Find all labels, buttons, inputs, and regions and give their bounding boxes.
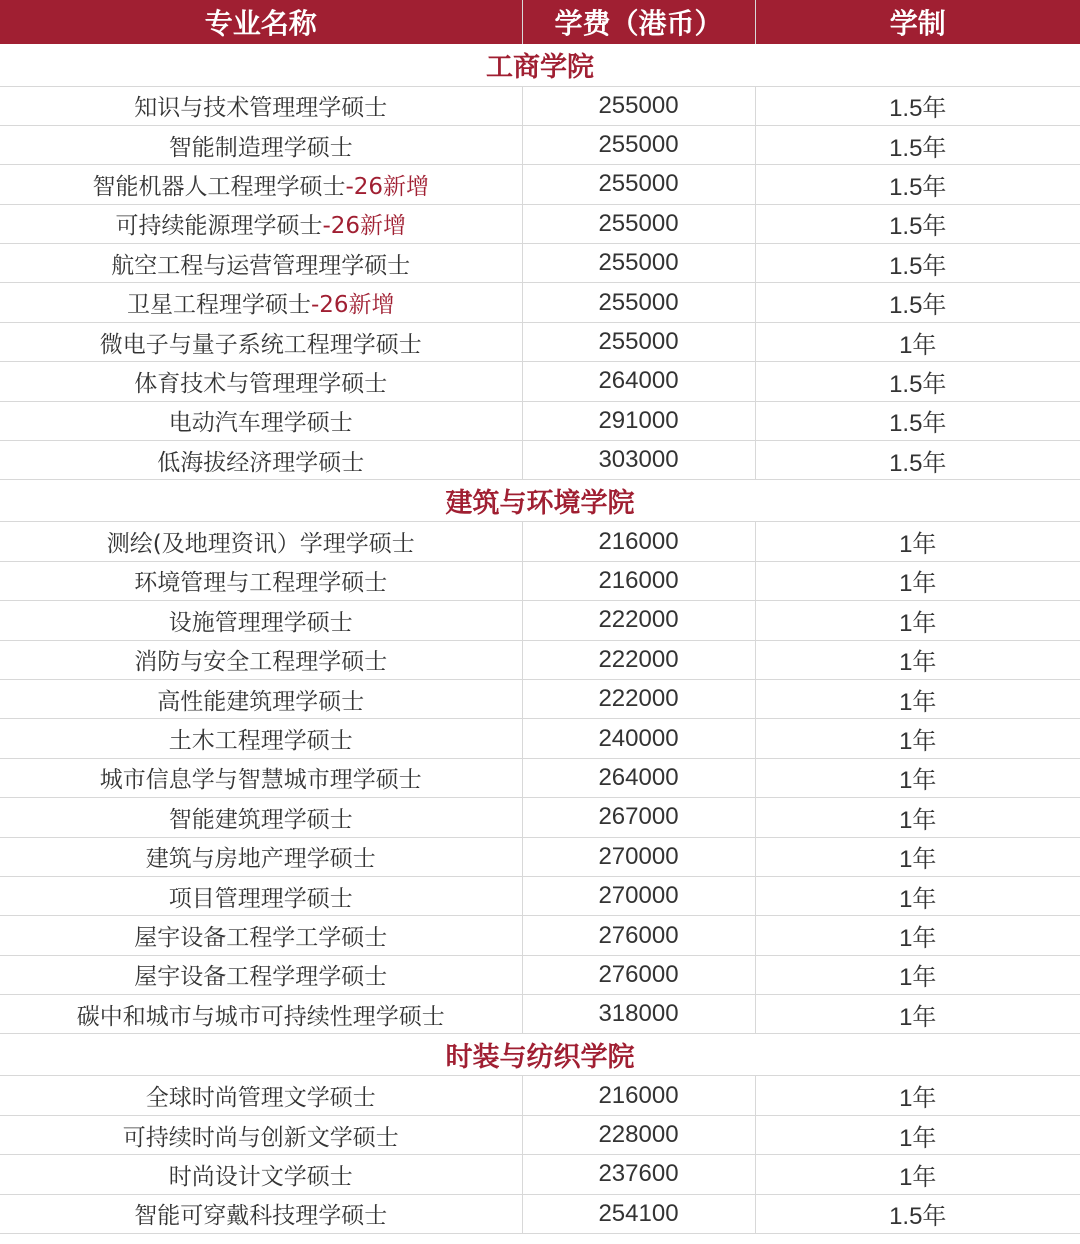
program-name-cell bbox=[0, 1076, 522, 1115]
duration-cell: 1年 bbox=[755, 640, 1080, 679]
program-name: 电动汽车理学硕士 bbox=[168, 410, 353, 437]
program-name: 可持续能源理学硕士 bbox=[115, 213, 323, 240]
program-name-cell bbox=[0, 322, 522, 361]
table-row bbox=[0, 1115, 1080, 1154]
program-name-cell bbox=[0, 679, 522, 718]
tuition-fee-cell: 255000 bbox=[522, 165, 755, 204]
program-name: 高性能建筑理学硕士 bbox=[157, 688, 365, 715]
table-row bbox=[0, 362, 1080, 401]
table-row bbox=[0, 916, 1080, 955]
tuition-fee-cell: 270000 bbox=[522, 837, 755, 876]
program-name: 微电子与量子系统工程理学硕士 bbox=[99, 331, 422, 358]
duration-cell: 1年 bbox=[755, 1155, 1080, 1194]
duration-cell: 1年 bbox=[755, 322, 1080, 361]
program-name-cell bbox=[0, 995, 522, 1034]
table-row bbox=[0, 204, 1080, 243]
table-row bbox=[0, 561, 1080, 600]
table-row bbox=[0, 601, 1080, 640]
program-name-cell bbox=[0, 719, 522, 758]
tuition-fee-cell: 276000 bbox=[522, 955, 755, 994]
table-row bbox=[0, 876, 1080, 915]
program-name-cell bbox=[0, 955, 522, 994]
tuition-fee-cell: 254100 bbox=[522, 1194, 755, 1233]
program-name-cell bbox=[0, 561, 522, 600]
table-row bbox=[0, 86, 1080, 125]
table-body bbox=[0, 44, 1080, 1234]
tuition-fee-cell: 255000 bbox=[522, 322, 755, 361]
duration-cell: 1年 bbox=[755, 955, 1080, 994]
program-name-cell bbox=[0, 165, 522, 204]
program-name: 可持续时尚与创新文学硕士 bbox=[122, 1124, 399, 1151]
table-row bbox=[0, 995, 1080, 1034]
table-row bbox=[0, 522, 1080, 561]
duration-cell: 1.5年 bbox=[755, 125, 1080, 164]
new-program-tag: -26新增 bbox=[322, 213, 407, 240]
table-header bbox=[0, 0, 1080, 44]
table-row bbox=[0, 441, 1080, 480]
program-name: 屋宇设备工程学理学硕士 bbox=[134, 964, 388, 991]
section-header-row bbox=[0, 44, 1080, 86]
program-name: 低海拔经济理学硕士 bbox=[157, 449, 365, 476]
table-row bbox=[0, 401, 1080, 440]
tuition-fee-cell: 255000 bbox=[522, 283, 755, 322]
header-row bbox=[0, 0, 1080, 44]
tuition-fee-cell: 222000 bbox=[522, 640, 755, 679]
program-name-cell bbox=[0, 876, 522, 915]
program-name-cell bbox=[0, 640, 522, 679]
program-name: 智能建筑理学硕士 bbox=[168, 806, 353, 833]
duration-cell: 1年 bbox=[755, 719, 1080, 758]
program-name-cell bbox=[0, 283, 522, 322]
table-row bbox=[0, 1076, 1080, 1115]
header-duration: 学制 bbox=[755, 0, 1080, 44]
table-row bbox=[0, 244, 1080, 283]
duration-cell: 1年 bbox=[755, 798, 1080, 837]
table-row bbox=[0, 640, 1080, 679]
table-row bbox=[0, 798, 1080, 837]
duration-cell: 1.5年 bbox=[755, 441, 1080, 480]
table-row bbox=[0, 1155, 1080, 1194]
tuition-fee-cell: 303000 bbox=[522, 441, 755, 480]
duration-cell: 1.5年 bbox=[755, 401, 1080, 440]
table-row bbox=[0, 955, 1080, 994]
tuition-fee-cell: 216000 bbox=[522, 522, 755, 561]
program-name-cell bbox=[0, 401, 522, 440]
table-row bbox=[0, 1194, 1080, 1233]
section-header-row bbox=[0, 480, 1080, 522]
program-name: 航空工程与运营管理理学硕士 bbox=[111, 252, 411, 279]
program-name: 碳中和城市与城市可持续性理学硕士 bbox=[76, 1003, 445, 1030]
program-name: 智能制造理学硕士 bbox=[168, 134, 353, 161]
tuition-fee-cell: 267000 bbox=[522, 798, 755, 837]
program-name: 测绘(及地理资讯）学理学硕士 bbox=[106, 531, 415, 558]
tuition-fee-cell: 216000 bbox=[522, 561, 755, 600]
tuition-fee-cell: 222000 bbox=[522, 601, 755, 640]
duration-cell: 1年 bbox=[755, 876, 1080, 915]
program-name-cell bbox=[0, 441, 522, 480]
tuition-fee-cell: 240000 bbox=[522, 719, 755, 758]
duration-cell: 1年 bbox=[755, 601, 1080, 640]
duration-cell: 1年 bbox=[755, 522, 1080, 561]
tuition-fee-cell: 237600 bbox=[522, 1155, 755, 1194]
program-name: 项目管理理学硕士 bbox=[168, 885, 353, 912]
new-program-tag: -26新增 bbox=[310, 292, 395, 319]
tuition-fee-cell: 318000 bbox=[522, 995, 755, 1034]
duration-cell: 1年 bbox=[755, 679, 1080, 718]
duration-cell: 1年 bbox=[755, 916, 1080, 955]
duration-cell: 1年 bbox=[755, 995, 1080, 1034]
table-row bbox=[0, 679, 1080, 718]
table-row bbox=[0, 125, 1080, 164]
table-row bbox=[0, 758, 1080, 797]
tuition-fee-cell: 222000 bbox=[522, 679, 755, 718]
tuition-fee-cell: 216000 bbox=[522, 1076, 755, 1115]
program-name: 智能机器人工程理学硕士 bbox=[92, 173, 346, 200]
tuition-fee-cell: 255000 bbox=[522, 86, 755, 125]
tuition-fee-cell: 276000 bbox=[522, 916, 755, 955]
duration-cell: 1.5年 bbox=[755, 204, 1080, 243]
program-name-cell bbox=[0, 125, 522, 164]
program-name-cell bbox=[0, 798, 522, 837]
table-row bbox=[0, 837, 1080, 876]
program-name: 土木工程理学硕士 bbox=[168, 728, 353, 755]
program-name-cell bbox=[0, 204, 522, 243]
table-row bbox=[0, 719, 1080, 758]
duration-cell: 1年 bbox=[755, 1076, 1080, 1115]
duration-cell: 1.5年 bbox=[755, 86, 1080, 125]
program-name-cell bbox=[0, 522, 522, 561]
duration-cell: 1.5年 bbox=[755, 165, 1080, 204]
tuition-fee-cell: 264000 bbox=[522, 362, 755, 401]
table-row bbox=[0, 322, 1080, 361]
new-program-tag: -26新增 bbox=[345, 173, 430, 200]
tuition-fee-cell: 255000 bbox=[522, 244, 755, 283]
program-name-cell bbox=[0, 1115, 522, 1154]
program-name-cell bbox=[0, 1155, 522, 1194]
section-title: 建筑与环境学院 bbox=[0, 480, 1080, 522]
tuition-fee-cell: 264000 bbox=[522, 758, 755, 797]
program-name-cell bbox=[0, 244, 522, 283]
duration-cell: 1年 bbox=[755, 837, 1080, 876]
program-name-cell bbox=[0, 837, 522, 876]
duration-cell: 1年 bbox=[755, 758, 1080, 797]
program-name: 知识与技术管理理学硕士 bbox=[134, 95, 388, 122]
tuition-fee-cell: 228000 bbox=[522, 1115, 755, 1154]
program-name: 智能可穿戴科技理学硕士 bbox=[134, 1203, 388, 1230]
table-row bbox=[0, 283, 1080, 322]
program-name: 时尚设计文学硕士 bbox=[168, 1163, 353, 1190]
tuition-fee-cell: 255000 bbox=[522, 204, 755, 243]
section-header-row bbox=[0, 1034, 1080, 1076]
section-title: 时装与纺织学院 bbox=[0, 1034, 1080, 1076]
duration-cell: 1.5年 bbox=[755, 1194, 1080, 1233]
program-name-cell bbox=[0, 916, 522, 955]
program-name: 卫星工程理学硕士 bbox=[126, 292, 311, 319]
duration-cell: 1年 bbox=[755, 561, 1080, 600]
duration-cell: 1年 bbox=[755, 1115, 1080, 1154]
program-name-cell bbox=[0, 758, 522, 797]
program-name: 环境管理与工程理学硕士 bbox=[134, 570, 388, 597]
program-name-cell bbox=[0, 362, 522, 401]
program-name: 建筑与房地产理学硕士 bbox=[145, 846, 376, 873]
tuition-fee-cell: 291000 bbox=[522, 401, 755, 440]
tuition-fee-cell: 255000 bbox=[522, 125, 755, 164]
header-program-name: 专业名称 bbox=[0, 0, 522, 44]
table-row bbox=[0, 165, 1080, 204]
tuition-fee-cell: 270000 bbox=[522, 876, 755, 915]
program-name-cell bbox=[0, 1194, 522, 1233]
duration-cell: 1.5年 bbox=[755, 362, 1080, 401]
program-name: 消防与安全工程理学硕士 bbox=[134, 649, 388, 676]
header-tuition-fee: 学费（港币） bbox=[522, 0, 755, 44]
section-title: 工商学院 bbox=[0, 44, 1080, 86]
duration-cell: 1.5年 bbox=[755, 244, 1080, 283]
program-name-cell bbox=[0, 601, 522, 640]
duration-cell: 1.5年 bbox=[755, 283, 1080, 322]
program-name: 设施管理理学硕士 bbox=[168, 609, 353, 636]
program-name: 城市信息学与智慧城市理学硕士 bbox=[99, 767, 422, 794]
program-name: 体育技术与管理理学硕士 bbox=[134, 370, 388, 397]
program-name-cell bbox=[0, 86, 522, 125]
program-name: 全球时尚管理文学硕士 bbox=[145, 1085, 376, 1112]
program-name: 屋宇设备工程学工学硕士 bbox=[134, 925, 388, 951]
